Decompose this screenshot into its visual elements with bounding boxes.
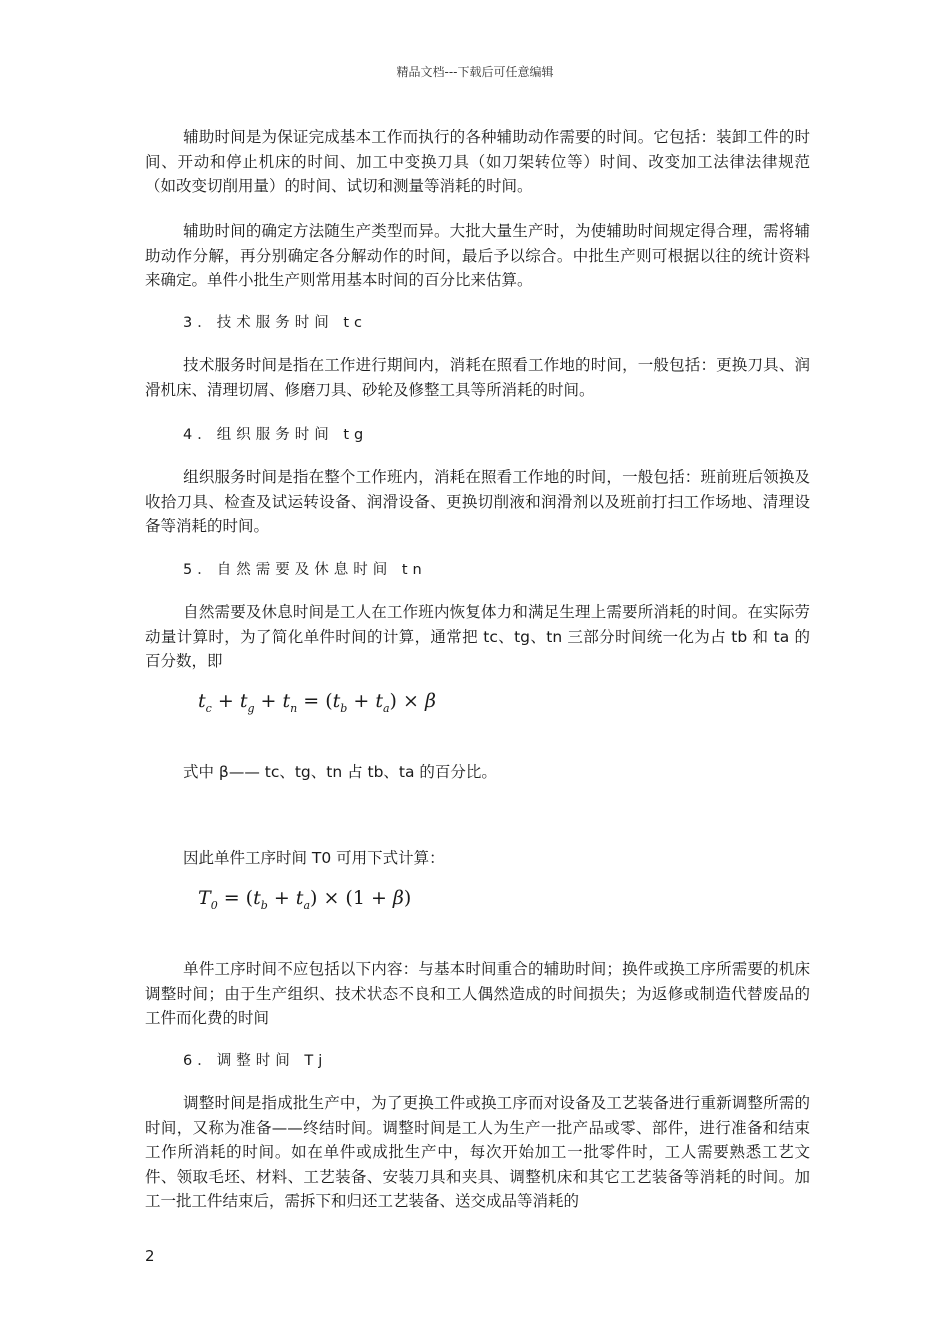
formula-unit-operation-time: $T_0 = (t_b + t_a) \times (1 + \beta)$ — [198, 887, 412, 912]
paragraph-auxiliary-method: 辅助时间的确定方法随生产类型而异。大批大量生产时，为使辅助时间规定得合理，需将辅助动作分解，再分别确定各分解动作的时间，最后予以综合。中批生产则可根据以往的统计资料来确定。单件小批生产则常用基本时间的百分比来估算。 — [145, 222, 810, 289]
paragraph-technical-service: 技术服务时间是指在工作进行期间内，消耗在照看工作地的时间，一般包括：更换刀具、润滑机床、清理切屑、修磨刀具、砂轮及修整工具等所消耗的时间。 — [145, 356, 810, 399]
paragraph-organization-service: 组织服务时间是指在整个工作班内，消耗在照看工作地的时间，一般包括：班前班后领换及收拾刀具、检查及试运转设备、润滑设备、更换切削液和润滑剂以及班前打扫工作场地、清理设备等消耗的时间。 — [145, 468, 810, 535]
section-heading-organization-service: 4．组织服务时间 tg — [183, 427, 369, 443]
section-heading-rest-time: 5．自然需要及休息时间 tn — [183, 562, 427, 578]
formula-beta-percentage: $t_c + t_g + t_n = (t_b + t_a) \times \beta$ — [198, 690, 436, 715]
paragraph-auxiliary-time: 辅助时间是为保证完成基本工作而执行的各种辅助动作需要的时间。它包括：装卸工件的时间、开动和停止机床的时间、加工中变换刀具（如刀架转位等）时间、改变加工法律法律规范（如改变切削用量）的时间、试切和测量等消耗的时间。 — [145, 128, 810, 195]
paragraph-unit-time-intro: 因此单件工序时间 T0 可用下式计算： — [183, 849, 445, 867]
section-heading-technical-service: 3．技术服务时间 tc — [183, 315, 367, 331]
page-header: 精品文档---下载后可任意编辑 — [396, 65, 554, 79]
paragraph-beta-definition: 式中 β—— tc、tg、tn 占 tb、ta 的百分比。 — [183, 763, 497, 781]
section-heading-adjustment-time: 6．调整时间 Tj — [183, 1053, 328, 1069]
paragraph-rest-time: 自然需要及休息时间是工人在工作班内恢复体力和满足生理上需要所消耗的时间。在实际劳动量计算时，为了简化单件时间的计算，通常把 tc、tg、tn 三部分时间统一化为占 tb 和 ta 的百分数，即 — [145, 603, 810, 670]
paragraph-adjustment-time: 调整时间是指成批生产中，为了更换工件或换工序而对设备及工艺装备进行重新调整所需的时间，又称为准备——终结时间。调整时间是工人为生产一批产品或零、部件，进行准备和结束工作所消耗的时间。如在单件或成批生产中，每次开始加工一批零件时，工人需要熟悉工艺文件、领取毛坯、材料、工艺装备、安装刀具和夹具、调整机床和其它工艺装备等消耗的时间。加工一批工件结束后，需拆下和归还工艺装备、送交成品等消耗的 — [145, 1094, 810, 1210]
paragraph-unit-time-exclusions: 单件工序时间不应包括以下内容：与基本时间重合的辅助时间；换件或换工序所需要的机床调整时间；由于生产组织、技术状态不良和工人偶然造成的时间损失；为返修或制造代替废品的工件而化费的时间 — [145, 960, 810, 1027]
page-number: 2 — [145, 1247, 155, 1265]
